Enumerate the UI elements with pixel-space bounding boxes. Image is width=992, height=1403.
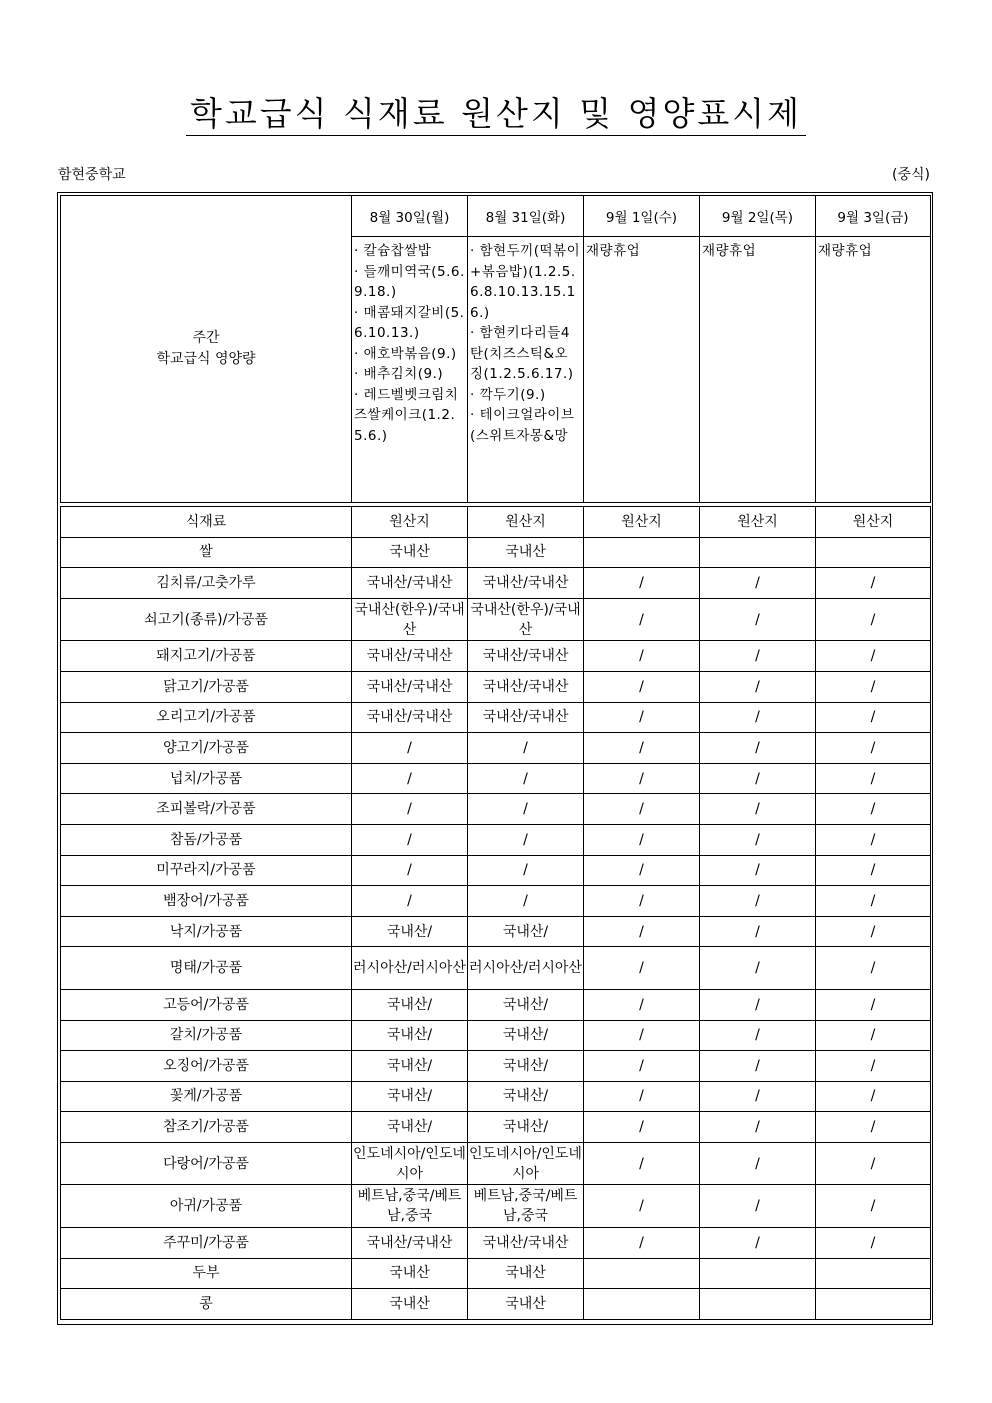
origin-cell: / [584, 1112, 700, 1143]
origin-cell: / [700, 568, 816, 599]
ingredient-name: 다랑어/가공품 [61, 1142, 352, 1185]
origin-cell: 국내산/국내산 [468, 671, 584, 702]
table-row [61, 1051, 931, 1082]
menu-item: 재량휴업 [702, 243, 757, 259]
ingredient-name: 참돔/가공품 [61, 824, 352, 855]
origin-cell: / [584, 794, 700, 825]
table-row [61, 1228, 931, 1259]
origin-cell [816, 1258, 931, 1289]
ingredient-name: 김치류/고춧가루 [61, 568, 352, 599]
origin-cell: / [816, 1228, 931, 1259]
ingredient-name: 낙지/가공품 [61, 916, 352, 947]
origin-cell: 국내산/국내산 [468, 1228, 584, 1259]
table-row [61, 1258, 931, 1289]
origin-cell [700, 1258, 816, 1289]
origin-cell: / [700, 916, 816, 947]
origin-cell: / [816, 671, 931, 702]
origin-cell: / [816, 1020, 931, 1051]
menu-cell [352, 237, 468, 503]
origin-cell: / [700, 1142, 816, 1185]
table-row [61, 1289, 931, 1320]
ingredient-name: 콩 [61, 1289, 352, 1320]
table-row [61, 916, 931, 947]
table-row [61, 568, 931, 599]
origin-cell: / [816, 1081, 931, 1112]
table-row [61, 763, 931, 794]
origin-cell: 국내산 [468, 537, 584, 568]
origin-cell: / [816, 989, 931, 1020]
weekly-nutrition-label: 주간 학교급식 영양량 [61, 196, 352, 503]
menu-cell [468, 237, 584, 503]
menu-item: · 칼슘찹쌀밥 [354, 243, 432, 259]
ingredient-name: 갈치/가공품 [61, 1020, 352, 1051]
table-row [61, 947, 931, 990]
origin-cell: / [700, 671, 816, 702]
origin-cell: / [584, 1020, 700, 1051]
origin-cell: / [700, 1112, 816, 1143]
table-row [61, 1020, 931, 1051]
origin-cell: 인도네시아/인도네시아 [468, 1142, 584, 1185]
origin-cell: / [816, 916, 931, 947]
origin-cell: / [700, 702, 816, 733]
table-row [61, 824, 931, 855]
date-header: 9월 2일(목) [700, 196, 816, 237]
origin-cell: / [816, 1185, 931, 1228]
ingredient-name: 넙치/가공품 [61, 763, 352, 794]
origin-cell: 국내산/ [468, 916, 584, 947]
origin-cell: / [584, 1142, 700, 1185]
origin-cell: / [700, 763, 816, 794]
origin-cell: 국내산 [352, 537, 468, 568]
ingredient-name: 명태/가공품 [61, 947, 352, 990]
origin-cell: 국내산/국내산 [352, 671, 468, 702]
origin-header: 원산지 [584, 507, 700, 538]
origin-cell: / [700, 1185, 816, 1228]
origin-cell: / [816, 947, 931, 990]
origin-cell: / [700, 641, 816, 672]
origin-cell: 국내산/국내산 [468, 702, 584, 733]
origin-header: 원산지 [352, 507, 468, 538]
origin-cell: / [584, 886, 700, 917]
origin-cell: 국내산 [352, 1258, 468, 1289]
origin-cell: / [584, 989, 700, 1020]
origin-cell: / [700, 1051, 816, 1082]
ingredient-name: 아귀/가공품 [61, 1185, 352, 1228]
origin-cell: / [584, 671, 700, 702]
ingredient-header: 식재료 [61, 507, 352, 538]
origin-cell: 국내산/국내산 [468, 568, 584, 599]
origin-cell: / [584, 568, 700, 599]
origin-cell: / [584, 598, 700, 641]
origin-cell: / [352, 794, 468, 825]
origin-cell [584, 537, 700, 568]
origin-cell [816, 1289, 931, 1320]
origin-cell: 국내산/ [352, 1112, 468, 1143]
table-row [61, 886, 931, 917]
origin-cell: / [816, 886, 931, 917]
ingredient-name: 미꾸라지/가공품 [61, 855, 352, 886]
origin-cell: / [700, 1228, 816, 1259]
origin-cell: / [816, 1112, 931, 1143]
menu-item: 재량휴업 [818, 243, 873, 259]
origin-cell: 국내산/ [352, 1081, 468, 1112]
origin-cell: / [468, 733, 584, 764]
origin-cell: / [816, 794, 931, 825]
ingredient-name: 쇠고기(종류)/가공품 [61, 598, 352, 641]
menu-item: · 깍두기(9.) [470, 386, 546, 403]
origin-cell: / [816, 733, 931, 764]
menu-cell [816, 237, 931, 503]
origin-cell [700, 537, 816, 568]
origin-cell: / [816, 702, 931, 733]
origin-cell: 국내산(한우)/국내산 [352, 598, 468, 641]
table-row [61, 733, 931, 764]
menu-cell [700, 237, 816, 503]
origin-cell [584, 1289, 700, 1320]
origin-cell: / [584, 1051, 700, 1082]
table-row [61, 598, 931, 641]
origin-cell: / [468, 794, 584, 825]
ingredient-name: 닭고기/가공품 [61, 671, 352, 702]
origin-cell: / [700, 824, 816, 855]
ingredient-name: 두부 [61, 1258, 352, 1289]
table-row [61, 1185, 931, 1228]
ingredient-name: 참조기/가공품 [61, 1112, 352, 1143]
origin-cell: 러시아산/러시아산 [468, 947, 584, 990]
table-row [61, 855, 931, 886]
origin-cell: / [584, 1228, 700, 1259]
origin-cell: / [468, 824, 584, 855]
ingredient-name: 주꾸미/가공품 [61, 1228, 352, 1259]
origin-cell: 국내산/ [468, 1081, 584, 1112]
origin-cell: / [468, 886, 584, 917]
origin-cell: / [700, 794, 816, 825]
date-header: 8월 31일(화) [468, 196, 584, 237]
origin-cell: 국내산/ [468, 1020, 584, 1051]
origin-cell: 베트남,중국/베트남,중국 [352, 1185, 468, 1228]
school-name: 함현중학교 [58, 167, 126, 183]
origin-cell: / [700, 947, 816, 990]
origin-cell: / [700, 855, 816, 886]
origin-header: 원산지 [468, 507, 584, 538]
menu-item: · 배추김치(9.) [354, 366, 444, 382]
origin-cell: / [816, 641, 931, 672]
origin-cell: / [700, 733, 816, 764]
origin-cell: / [584, 855, 700, 886]
origin-cell: 국내산/국내산 [352, 568, 468, 599]
table-row [61, 537, 931, 568]
origin-cell: / [584, 641, 700, 672]
origin-cell: 국내산/ [468, 1051, 584, 1082]
ingredient-name: 양고기/가공품 [61, 733, 352, 764]
origin-cell: / [816, 855, 931, 886]
ingredient-name: 쌀 [61, 537, 352, 568]
origin-cell: / [816, 1142, 931, 1185]
origin-cell: 국내산/ [468, 989, 584, 1020]
date-header: 9월 3일(금) [816, 196, 931, 237]
table-row [61, 989, 931, 1020]
origin-cell: 국내산/ [468, 1112, 584, 1143]
origin-cell: 러시아산/러시아산 [352, 947, 468, 990]
origin-cell: / [584, 763, 700, 794]
origin-cell [816, 537, 931, 568]
origin-cell: 국내산/국내산 [352, 641, 468, 672]
origin-cell: 국내산 [468, 1258, 584, 1289]
origin-cell [584, 1258, 700, 1289]
table-row [61, 1112, 931, 1143]
origin-header: 원산지 [816, 507, 931, 538]
origin-cell: / [700, 886, 816, 917]
origin-cell: / [700, 598, 816, 641]
menu-cell [584, 237, 700, 503]
page-title: 학교급식 식재료 원산지 및 영양표시제 [0, 88, 992, 135]
table-row [61, 641, 931, 672]
ingredient-name: 고등어/가공품 [61, 989, 352, 1020]
origin-cell: 국내산 [352, 1289, 468, 1320]
table-row [61, 794, 931, 825]
origin-cell: / [584, 733, 700, 764]
origin-cell: / [700, 1081, 816, 1112]
ingredient-name: 오징어/가공품 [61, 1051, 352, 1082]
origin-cell: 국내산/ [352, 1020, 468, 1051]
origin-cell: / [816, 568, 931, 599]
origin-cell: / [816, 824, 931, 855]
table-row [61, 1081, 931, 1112]
weekly-menu-table [60, 195, 931, 503]
origin-cell: / [584, 824, 700, 855]
origin-cell: 국내산/국내산 [352, 702, 468, 733]
origin-cell: 국내산/ [352, 916, 468, 947]
table-row [61, 702, 931, 733]
menu-origin-sheet [57, 192, 933, 1325]
origin-cell: / [352, 824, 468, 855]
origin-cell: 국내산 [468, 1289, 584, 1320]
menu-item: · 레드벨벳크림치즈쌀케이크(1.2.5.6.) [354, 386, 459, 444]
origin-cell: / [584, 1081, 700, 1112]
date-header: 8월 30일(월) [352, 196, 468, 237]
menu-item: 재량휴업 [586, 243, 641, 259]
menu-item: · 테이크얼라이브(스위트자몽&망 [470, 407, 575, 444]
meal-type: (중식) [892, 167, 930, 183]
menu-item: · 함현키다리들4탄(치즈스틱&오징(1.2.5.6.17.) [470, 325, 574, 382]
origin-cell: 베트남,중국/베트남,중국 [468, 1185, 584, 1228]
origin-cell: / [584, 1185, 700, 1228]
origin-cell: 인도네시아/인도네시아 [352, 1142, 468, 1185]
menu-item: · 매콤돼지갈비(5.6.10.13.) [354, 304, 465, 341]
origin-cell: 국내산/국내산 [352, 1228, 468, 1259]
origin-cell: 국내산/국내산 [468, 641, 584, 672]
menu-item: · 애호박볶음(9.) [354, 345, 457, 362]
origin-cell: 국내산/ [352, 989, 468, 1020]
origin-cell: / [468, 763, 584, 794]
origin-cell: / [584, 916, 700, 947]
origin-cell: / [584, 702, 700, 733]
origin-cell [700, 1289, 816, 1320]
origin-cell: / [816, 598, 931, 641]
origin-cell: / [352, 733, 468, 764]
origin-cell: / [584, 947, 700, 990]
menu-item: · 들깨미역국(5.6.9.18.) [354, 263, 465, 300]
ingredient-name: 뱀장어/가공품 [61, 886, 352, 917]
origin-cell: / [700, 1020, 816, 1051]
origin-cell: / [816, 1051, 931, 1082]
menu-item: · 함현두끼(떡볶이+볶음밥)(1.2.5.6.8.10.13.15.16.) [470, 243, 581, 321]
origin-cell: / [816, 763, 931, 794]
origin-cell: / [700, 989, 816, 1020]
origin-table [60, 506, 931, 1320]
origin-cell: / [352, 763, 468, 794]
origin-cell: 국내산/ [352, 1051, 468, 1082]
origin-header: 원산지 [700, 507, 816, 538]
origin-cell: / [468, 855, 584, 886]
table-row [61, 1142, 931, 1185]
ingredient-name: 조피볼락/가공품 [61, 794, 352, 825]
origin-cell: / [352, 886, 468, 917]
table-row [61, 671, 931, 702]
ingredient-name: 오리고기/가공품 [61, 702, 352, 733]
origin-cell: 국내산(한우)/국내산 [468, 598, 584, 641]
date-header: 9월 1일(수) [584, 196, 700, 237]
ingredient-name: 꽃게/가공품 [61, 1081, 352, 1112]
ingredient-name: 돼지고기/가공품 [61, 641, 352, 672]
origin-cell: / [352, 855, 468, 886]
origin-header-row [61, 507, 931, 538]
